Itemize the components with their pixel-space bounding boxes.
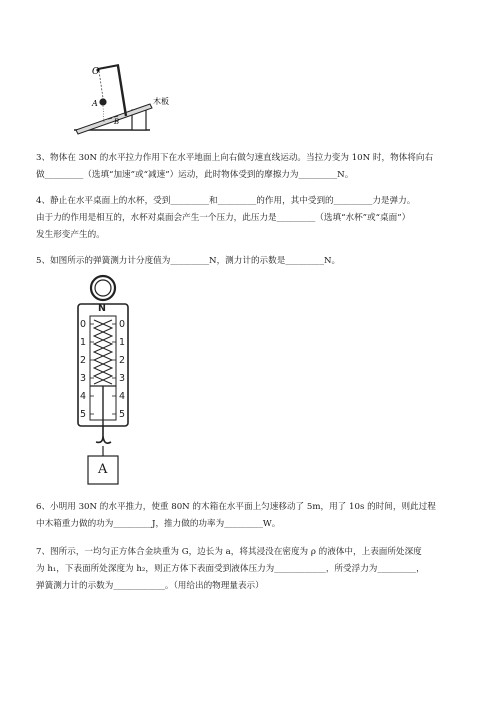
tick-left-4: 4 xyxy=(80,391,87,402)
q6-line1: 6、小明用 30N 的水平推力，使重 80N 的木箱在水平面上匀速移动了 5m，用了 10s 的时间，则此过程 xyxy=(36,502,436,512)
tick-right-0: 0 xyxy=(119,319,126,330)
question-3 xyxy=(36,150,466,184)
q7-line2: 为 h₁，下表面所处深度为 h₂，则正方体下表面受到液体压力为____________，所受浮力为_________， xyxy=(36,564,425,574)
q6-line2: 中木箱重力做的功为_________J，推力做的功率为_________W。 xyxy=(36,519,281,529)
tick-right-2: 2 xyxy=(119,355,126,366)
arm xyxy=(98,65,119,69)
tick-left-1: 1 xyxy=(80,337,87,348)
question-6 xyxy=(36,499,466,533)
spring-balance-figure xyxy=(74,274,132,486)
q7-line3: 弹簧测力计的示数为____________。（用给出的物理量表示） xyxy=(36,581,264,591)
tick-right-4: 4 xyxy=(119,391,126,402)
string xyxy=(99,71,103,98)
tick-left-2: 2 xyxy=(80,355,87,366)
tick-left-3: 3 xyxy=(80,373,87,384)
bob xyxy=(99,98,106,105)
q4-line1: 4、静止在水平桌面上的水杯，受到_________和_________的作用，其中受到的_________力是弹力。 xyxy=(36,196,416,206)
hook xyxy=(96,426,111,443)
q3-line2: 做_________（选填“加速”或“减速”）运动，此时物体受到的摩擦力为_________N。 xyxy=(36,170,354,180)
weight-a-label: A xyxy=(98,462,108,477)
q7-line1: 7、图所示，一均匀正方体合金块重为 G，边长为 a，将其浸没在密度为 ρ 的液体中，上表面所处深度 xyxy=(36,547,422,557)
q3-line1: 3、物体在 30N 的水平拉力作用下在水平地面上向右做匀速直线运动。当拉力变为 10N 时，物体将向右 xyxy=(36,153,434,163)
label-a: A xyxy=(92,99,98,108)
question-5 xyxy=(36,253,466,270)
tick-left-0: 0 xyxy=(80,319,87,330)
q5-line1: 5、如图所示的弹簧测力计分度值为_________N，测力计的示数是_________N。 xyxy=(36,256,341,266)
pole xyxy=(118,66,126,116)
q4-line2: 由于力的作用是相互的，水杯对桌面会产生一个压力，此压力是_________（选填“水杯”或“桌面”） xyxy=(36,213,411,223)
label-b: B xyxy=(114,118,120,126)
question-4 xyxy=(36,193,466,244)
tick-right-3: 3 xyxy=(119,373,126,384)
tick-right-5: 5 xyxy=(119,409,126,420)
balance-unit-label: N xyxy=(98,303,106,314)
tick-left-5: 5 xyxy=(80,409,87,420)
board-label: 木板 xyxy=(153,97,169,106)
lever-board-figure xyxy=(70,58,180,136)
reference-line xyxy=(103,106,104,122)
q4-line3: 发生形变产生的。 xyxy=(36,230,105,240)
question-7 xyxy=(36,544,466,595)
label-o: O xyxy=(92,67,100,77)
tick-right-1: 1 xyxy=(119,337,126,348)
